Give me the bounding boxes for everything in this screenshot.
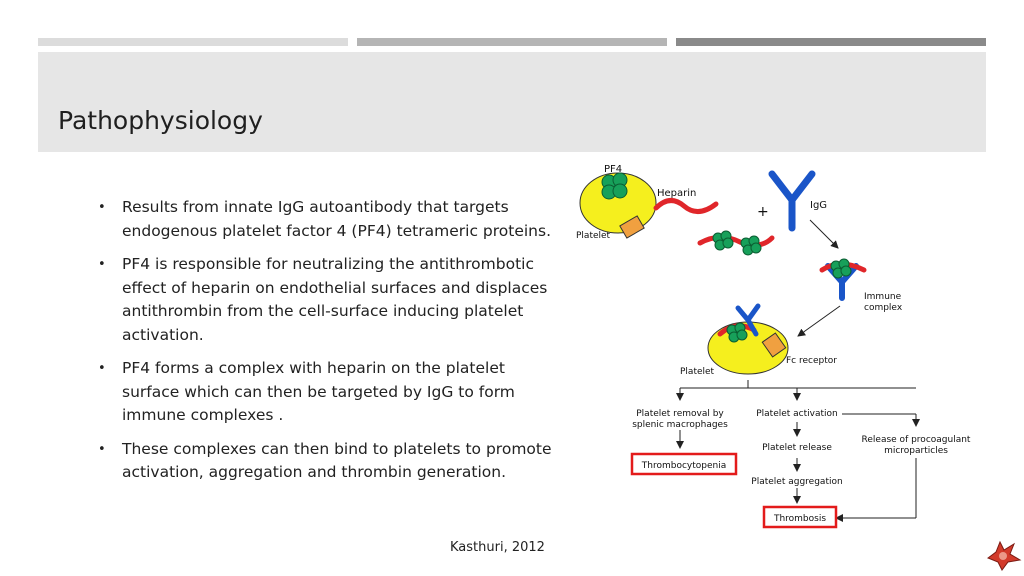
bullet-dot-icon: •	[98, 257, 106, 272]
immune-complex-label-2: complex	[864, 303, 903, 313]
immune-complex-icon	[822, 259, 864, 298]
pf4-heparin-complex-icon	[700, 231, 772, 255]
citation: Kasthuri, 2012	[450, 540, 545, 555]
removal-label-1: Platelet removal by	[636, 409, 724, 419]
platelet-with-pf4	[580, 173, 656, 238]
bullet-text: These complexes can then bind to platelets to promote activation, aggregation and thrombin generation.	[122, 439, 552, 481]
igg-label: IgG	[810, 200, 828, 211]
release-label: Platelet release	[762, 443, 832, 453]
immune-complex-label-1: Immune	[864, 292, 902, 302]
header-bar-2	[357, 38, 667, 46]
heparin-label: Heparin	[657, 188, 697, 199]
decorative-cell-logo-icon	[984, 538, 1022, 572]
plus-sign: +	[757, 204, 769, 220]
arrow-igg-to-complex	[810, 220, 838, 248]
pf4-label: PF4	[604, 164, 623, 175]
activation-label: Platelet activation	[756, 409, 838, 419]
procoag-label-2: microparticles	[884, 446, 948, 456]
igg-icon	[772, 174, 812, 228]
bullet-dot-icon: •	[98, 441, 106, 457]
bullet-item	[96, 357, 556, 428]
removal-label-2: splenic macrophages	[632, 420, 728, 430]
fc-receptor-label: Fc receptor	[786, 356, 837, 366]
bullet-dot-icon: •	[98, 361, 106, 376]
page-title: Pathophysiology	[58, 106, 263, 135]
procoag-label-1: Release of procoagulant	[861, 435, 971, 445]
heparin-icon	[656, 200, 716, 211]
hit-pathway-diagram	[560, 158, 1000, 538]
header-bar-3	[676, 38, 986, 46]
header-bar-1	[38, 38, 348, 46]
aggregation-label: Platelet aggregation	[751, 477, 843, 487]
bullet-dot-icon: •	[98, 200, 106, 215]
arrow-complex-to-platelet	[798, 306, 840, 336]
activated-platelet-icon	[708, 306, 788, 374]
title-band	[38, 52, 986, 152]
bullet-item	[96, 253, 556, 347]
bullet-item	[96, 196, 556, 243]
bullet-list	[96, 196, 556, 495]
bullet-text: PF4 is responsible for neutralizing the antithrombotic effect of heparin on endothelial surfaces and displaces antithrombin from the cell-surface inducing platelet activation.	[122, 255, 548, 344]
thrombosis-label: Thrombosis	[773, 514, 827, 524]
pf4-tetramer-icon	[602, 173, 627, 199]
bullet-text: Results from innate IgG autoantibody that targets endogenous platelet factor 4 (PF4) tetrameric proteins.	[122, 198, 551, 240]
bullet-text: PF4 forms a complex with heparin on the platelet surface which can then be targeted by IgG to form immune complexes .	[122, 359, 515, 424]
bullet-item	[96, 438, 556, 485]
platelet-mid-label: Platelet	[680, 367, 715, 377]
platelet-top-label: Platelet	[576, 231, 611, 241]
thrombocytopenia-label: Thrombocytopenia	[641, 461, 727, 471]
